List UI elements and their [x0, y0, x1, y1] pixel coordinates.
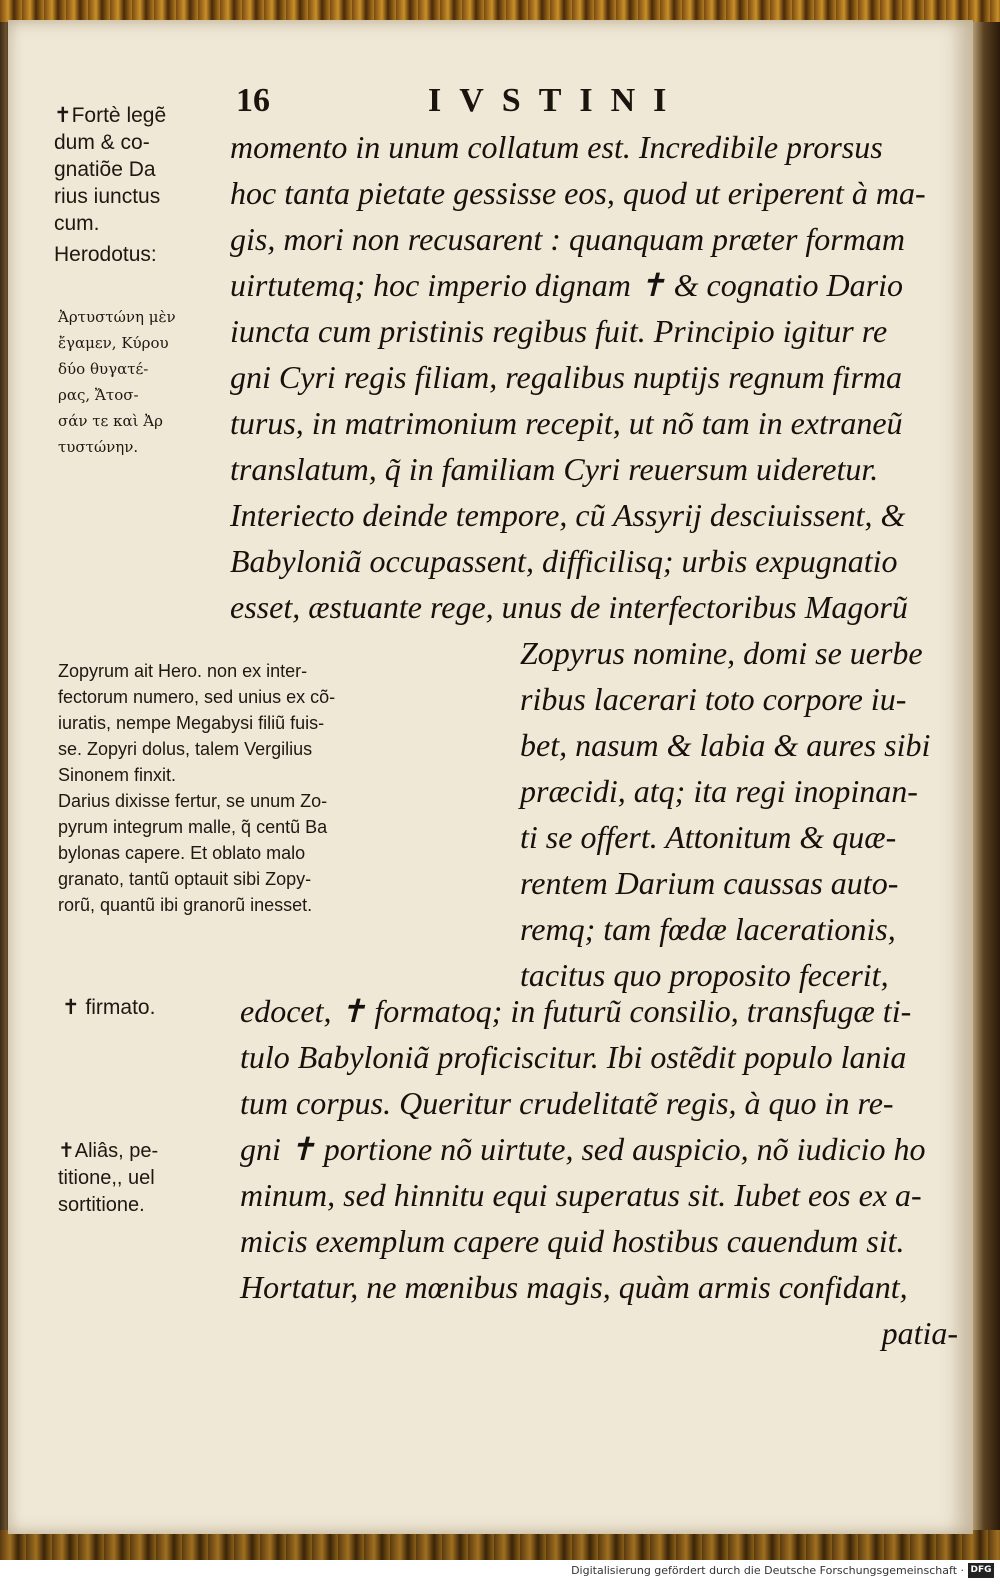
note-line: cum.: [54, 212, 100, 235]
digitization-credit: Digitalisierung gefördert durch die Deutsche Forschungsgemeinschaft ·: [571, 1564, 964, 1577]
text-line: bet, nasum & labia & aures sibi: [520, 727, 931, 763]
greek-line: ρας, Ἄτοσ-: [58, 386, 139, 404]
text-line: iuncta cum pristinis regibus fuit. Principio igitur re: [230, 313, 888, 349]
book-bottom-edge: [0, 1530, 1000, 1560]
dfg-logo: DFG: [968, 1563, 994, 1578]
marginal-note-3: [62, 994, 155, 1022]
note-line: Zopyrum ait Hero. non ex inter-: [58, 661, 308, 681]
note-line: sortitione.: [58, 1194, 145, 1216]
note-line: Herodotus:: [54, 243, 157, 266]
greek-line: σάν τε καὶ Ἀρ: [58, 412, 163, 430]
main-text-block-2: [520, 630, 965, 998]
running-title: IVSTINI: [428, 82, 685, 119]
text-line: momento in unum collatum est. Incredibile prorsus: [230, 129, 883, 165]
catchword-block: [848, 1310, 958, 1356]
text-line: gis, mori non recusarent : quanquam præter formam: [230, 221, 905, 257]
note-line: granato, tantũ optauit sibi Zopy-: [58, 869, 312, 889]
book-top-edge: [0, 0, 1000, 22]
text-line: gni ✝ portione nõ uirtute, sed auspicio, nõ iudicio ho: [240, 1131, 926, 1167]
text-line: tacitus quo proposito fecerit,: [520, 957, 889, 993]
text-line: Zopyrus nomine, domi se uerbe: [520, 635, 923, 671]
text-line: præcidi, atq; ita regi inopinan-: [520, 773, 918, 809]
main-text-block-1: [230, 124, 965, 630]
note-line: gnatiõe Da: [54, 158, 156, 181]
note-line: dum & co-: [54, 131, 150, 154]
note-line: fectorum numero, sed unius ex cõ-: [58, 687, 336, 707]
greek-line: ἔγαμεν, Κύρου: [58, 334, 169, 352]
text-line: uirtutemq; hoc imperio dignam ✝ & cognatio Dario: [230, 267, 903, 303]
text-line: minum, sed hinnitu equi superatus sit. Iubet eos ex a-: [240, 1177, 922, 1213]
text-line: gni Cyri regis filiam, regalibus nuptijs regnum firma: [230, 359, 903, 395]
footer-bar: [0, 1560, 1000, 1584]
main-text-block-3: [240, 988, 965, 1310]
text-line: Babyloniã occupassent, difficilisq; urbis expugnatio: [230, 543, 898, 579]
text-line: esset, æstuante rege, unus de interfectoribus Magorũ: [230, 589, 908, 625]
text-line: turus, in matrimonium recepit, ut nõ tam in extraneũ: [230, 405, 903, 441]
note-line: titione,, uel: [58, 1167, 155, 1189]
text-line: translatum, q̃ in familiam Cyri reuersum uideretur.: [230, 451, 879, 487]
marginal-note-2: [58, 658, 335, 918]
text-line: remq; tam fœdæ lacerationis,: [520, 911, 896, 947]
book-page: [8, 20, 973, 1534]
note-line: se. Zopyri dolus, talem Vergilius: [58, 739, 313, 759]
text-line: Hortatur, ne mœnibus magis, quàm armis confidant,: [240, 1269, 908, 1305]
note-line: ✝Fortè legẽ: [54, 104, 167, 127]
text-line: edocet, ✝ formatoq; in futurũ consilio, transfugæ ti-: [240, 993, 912, 1029]
text-line: Interiecto deinde tempore, cũ Assyrij desciuissent, &: [230, 497, 906, 533]
page-number: 16: [236, 82, 270, 119]
marginal-note-1: [54, 102, 166, 268]
text-line: tum corpus. Queritur crudelitatẽ regis, à quo in re-: [240, 1085, 894, 1121]
note-line: Sinonem finxit.: [58, 765, 177, 785]
text-line: tulo Babyloniã proficiscitur. Ibi ostẽdit populo lania: [240, 1039, 907, 1075]
note-line: rorũ, quantũ ibi granorũ inesset.: [58, 895, 313, 915]
text-line: rentem Darium caussas auto-: [520, 865, 899, 901]
note-line: ✝ firmato.: [62, 996, 156, 1019]
note-line: iuratis, nempe Megabysi filiũ fuis-: [58, 713, 325, 733]
text-line: micis exemplum capere quid hostibus cauendum sit.: [240, 1223, 905, 1259]
greek-line: δύο θυγατέ-: [58, 360, 149, 378]
note-line: ✝Aliâs, pe-: [58, 1140, 159, 1162]
note-line: pyrum integrum malle, q̃ centũ Ba: [58, 817, 328, 837]
greek-quotation: [58, 304, 176, 460]
text-line: ribus lacerari toto corpore iu-: [520, 681, 907, 717]
text-line: ti se offert. Attonitum & quæ-: [520, 819, 897, 855]
greek-line: τυστώνην.: [58, 438, 139, 456]
greek-line: Ἀρτυστώνη μὲν: [58, 308, 176, 326]
catchword: patia-: [881, 1315, 958, 1351]
text-line: hoc tanta pietate gessisse eos, quod ut eriperent à ma-: [230, 175, 926, 211]
note-line: bylonas capere. Et oblato malo: [58, 843, 306, 863]
note-line: Darius dixisse fertur, se unum Zo-: [58, 791, 328, 811]
marginal-note-4: [58, 1138, 158, 1219]
note-line: rius iunctus: [54, 185, 161, 208]
